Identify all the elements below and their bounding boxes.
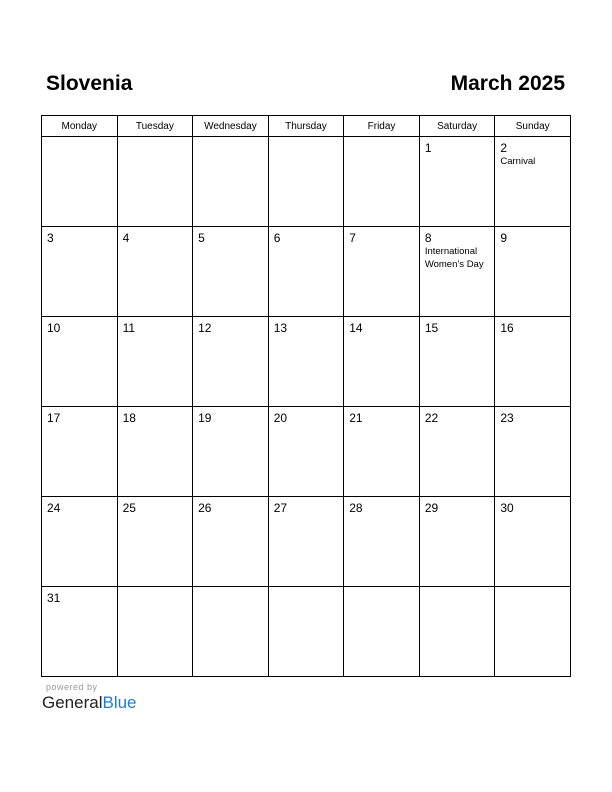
day-number: 1 [424,141,432,155]
day-number: 28 [349,501,363,515]
weekday-header-row [42,116,571,137]
day-number: 5 [198,231,205,245]
day-cell [495,587,571,677]
day-cell [117,587,193,677]
day-cell [495,137,571,227]
generalblue-logo[interactable] [42,693,137,713]
day-cell [344,587,420,677]
day-number: 18 [122,411,136,425]
weekday-header: Wednesday [193,116,269,137]
weekday-header: Thursday [268,116,344,137]
week-row [42,587,571,677]
day-cell [419,587,495,677]
month-title: March 2025 [450,72,565,95]
day-number: 30 [500,501,514,515]
day-number: 4 [122,231,130,245]
day-cell [419,317,495,407]
day-cell [419,497,495,587]
day-cell [344,407,420,497]
day-number: 24 [47,501,61,515]
day-number: 16 [500,321,514,335]
week-row [42,407,571,497]
day-cell [42,587,118,677]
day-cell [495,317,571,407]
day-cell [268,317,344,407]
day-cell [42,407,118,497]
day-cell [117,317,193,407]
day-number: 27 [273,501,288,515]
day-cell [117,227,193,317]
day-cell [42,497,118,587]
day-number: 20 [273,411,288,425]
day-cell [268,407,344,497]
day-cell [193,587,269,677]
day-cell [268,587,344,677]
powered-by-label: powered by [46,682,98,692]
weekday-header: Tuesday [117,116,193,137]
day-cell [419,137,495,227]
day-number: 17 [47,411,61,425]
day-number: 25 [122,501,136,515]
day-cell [495,497,571,587]
day-number: 22 [424,411,439,425]
day-number: 11 [122,321,136,335]
day-number: 26 [198,501,212,515]
day-number: 21 [349,411,363,425]
brand-general-text: General [42,693,103,712]
day-cell [117,497,193,587]
week-row [42,317,571,407]
day-number: 19 [198,411,212,425]
day-number: 29 [424,501,439,515]
day-number: 10 [47,321,61,335]
day-cell [419,227,495,317]
day-cell [495,227,571,317]
day-cell [193,137,269,227]
day-cell [344,137,420,227]
weekday-header: Friday [344,116,420,137]
weekday-header: Sunday [495,116,571,137]
day-cell [495,407,571,497]
day-cell [344,497,420,587]
day-number: 13 [273,321,288,335]
day-number: 7 [349,231,356,245]
day-number: 12 [198,321,212,335]
day-cell [42,317,118,407]
calendar-grid [41,115,571,677]
day-number: 23 [500,411,514,425]
day-cell [268,227,344,317]
day-number: 8 [424,231,432,245]
holiday-label: Carnival [500,156,536,167]
day-cell [117,407,193,497]
weekday-header: Saturday [419,116,495,137]
day-number: 6 [273,231,281,245]
day-cell [42,137,118,227]
day-cell [193,317,269,407]
day-number: 31 [47,591,61,605]
day-number: 3 [47,231,54,245]
day-cell [193,407,269,497]
weekday-header: Monday [42,116,118,137]
day-cell [117,137,193,227]
week-row [42,497,571,587]
day-cell [344,227,420,317]
day-number: 14 [349,321,363,335]
day-cell [268,137,344,227]
week-row [42,137,571,227]
day-cell [42,227,118,317]
day-number: 2 [500,141,508,155]
day-cell [268,497,344,587]
day-cell [193,227,269,317]
day-cell [419,407,495,497]
day-cell [193,497,269,587]
holiday-label: International Women’s Day [424,246,484,270]
day-number: 9 [500,231,508,245]
country-title: Slovenia [46,72,133,95]
day-cell [344,317,420,407]
week-row [42,227,571,317]
day-number: 15 [424,321,439,335]
brand-blue-text: Blue [102,693,137,712]
